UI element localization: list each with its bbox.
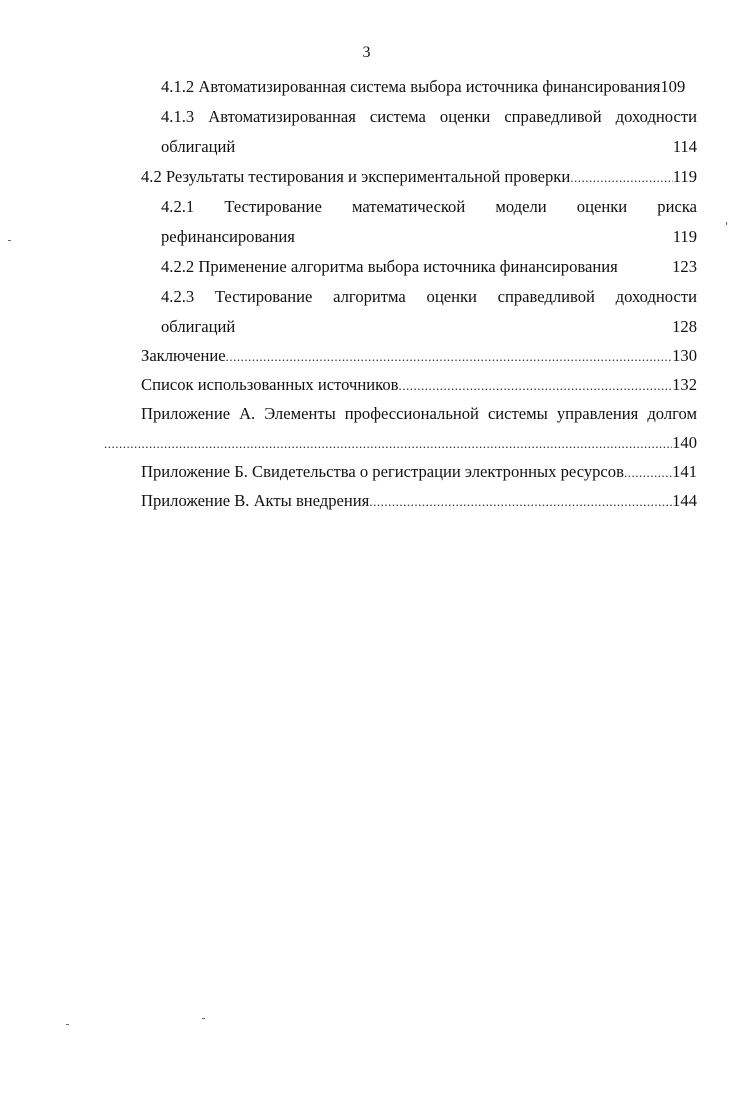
toc-entry-4-1-3-line1: 4.1.3 Автоматизированная система оценки справедливой доходности: [161, 107, 697, 126]
toc-entry-page: 114: [672, 137, 697, 156]
toc-entry-appendix-v: [141, 486, 697, 516]
toc-entry-title: 4.2.2 Применение алгоритма выбора источника финансирования: [161, 257, 618, 276]
toc-leader-dots: [624, 458, 672, 488]
toc-entry-conclusion: [141, 341, 697, 371]
toc-leader-dots: [369, 487, 672, 517]
toc-entry-title: Заключение: [141, 346, 226, 365]
toc-entry-4-1-3-line2: [161, 132, 697, 162]
toc-entry-page: 132: [672, 375, 697, 394]
toc-entry-appendix-a-line1: Приложение А. Элементы профессиональной системы управления долгом: [141, 404, 697, 423]
toc-leader-dots: [104, 429, 672, 459]
toc-leader-dots: [570, 163, 673, 193]
toc-entry-page: 109: [660, 77, 686, 96]
toc-entry-appendix-a-line2: [104, 428, 697, 458]
toc-entry-page: 141: [672, 462, 697, 481]
toc-entry-4-1-2: [161, 72, 685, 102]
toc-leader-dots: [226, 342, 672, 372]
toc-entry-page: 119: [672, 167, 697, 186]
toc-entry-page: 144: [672, 491, 697, 510]
toc-entry-title-cont: рефинансирования: [161, 227, 295, 246]
toc-entry-page: 128: [672, 317, 697, 336]
toc-entry-title: Список использованных источников: [141, 375, 399, 394]
toc-entry-title: 4.1.2 Автоматизированная система выбора источника финансирования: [161, 77, 661, 96]
toc-entry-title: 4.2 Результаты тестирования и экспериментальной проверки: [141, 167, 571, 186]
scan-speck: [726, 222, 727, 225]
toc-entry-4-2-1-line1: 4.2.1 Тестирование математической модели оценки риска: [161, 197, 697, 216]
scan-speck: [202, 1018, 205, 1019]
toc-entry-appendix-b: [141, 457, 697, 487]
toc-entry-page: 119: [672, 227, 697, 246]
toc-entry-title-cont: облигаций: [161, 137, 236, 156]
toc-entry-4-2-2: [161, 252, 697, 282]
toc-leader-dots: [398, 371, 672, 401]
toc-entry-page: 130: [672, 346, 697, 365]
toc-entry-references: [141, 370, 697, 400]
scan-speck: [66, 1024, 69, 1025]
toc-entry-4-2-1-line2: [161, 222, 697, 252]
page-number: 3: [362, 44, 371, 61]
toc-entry-title: Приложение Б. Свидетельства о регистрации электронных ресурсов: [141, 462, 624, 481]
scan-speck: [8, 240, 11, 241]
toc-entry-title: Приложение В. Акты внедрения: [141, 491, 370, 510]
toc-entry-page: 123: [672, 257, 697, 276]
toc-entry-title-cont: облигаций: [161, 317, 236, 336]
toc-entry-4-2: [141, 162, 697, 192]
toc-entry-4-2-3-line1: 4.2.3 Тестирование алгоритма оценки справедливой доходности: [161, 287, 697, 306]
toc-entry-4-2-3-line2: [161, 312, 697, 342]
toc-entry-page: 140: [672, 433, 697, 452]
